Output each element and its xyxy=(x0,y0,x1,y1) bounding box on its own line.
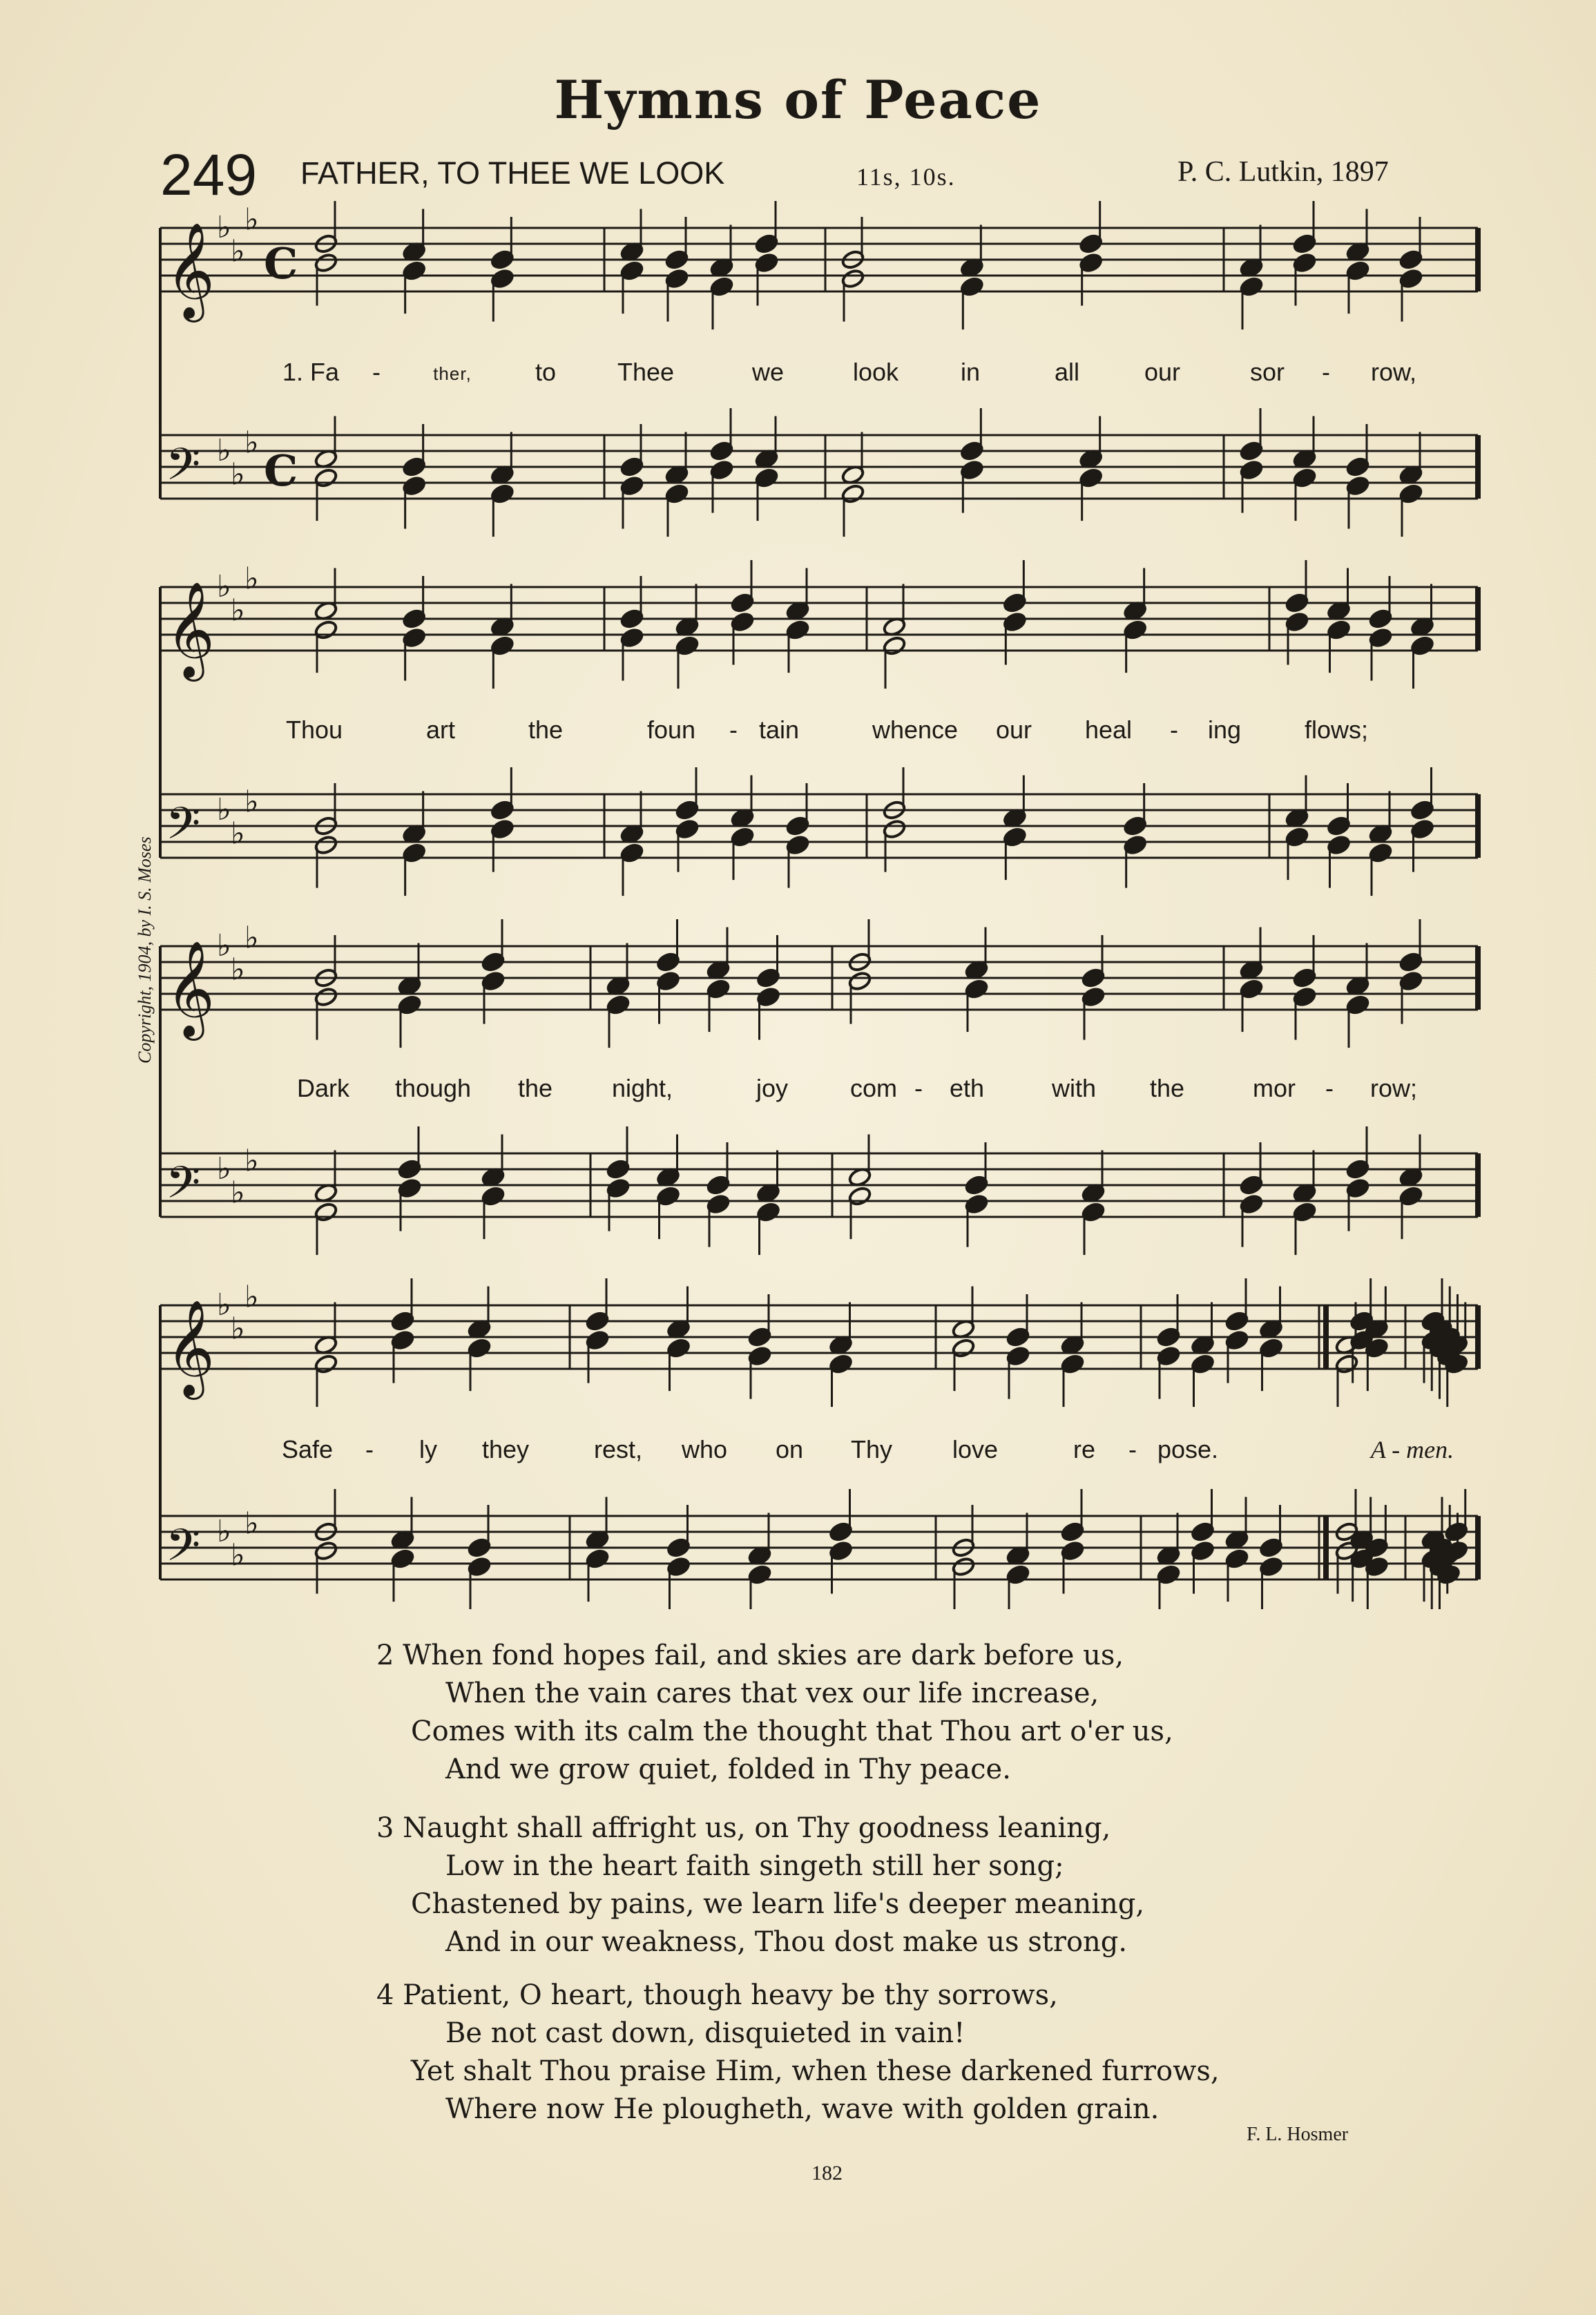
treble-clef: 𝄞 xyxy=(166,582,215,678)
lyric-syllable: in xyxy=(960,358,981,386)
lyric-syllable: the xyxy=(528,715,564,744)
lyric-syllable: heal xyxy=(1084,715,1133,744)
lyric-syllable: the xyxy=(1149,1074,1185,1102)
flat-sign: ♭ xyxy=(231,952,245,988)
flat-sign: ♭ xyxy=(244,920,259,956)
flat-sign: ♭ xyxy=(244,561,259,597)
lyric-syllable: on xyxy=(775,1435,804,1463)
lyric-syllable: Thee xyxy=(617,358,675,386)
verse-line: Yet shalt Thou praise Him, when these darkened furrows, xyxy=(411,2055,1220,2087)
flat-sign: ♭ xyxy=(231,233,245,269)
verse-4 xyxy=(376,1977,1220,2129)
lyric-syllable: - xyxy=(1170,715,1178,744)
lyric-syllable: re xyxy=(1073,1435,1096,1463)
lyric-syllable: to xyxy=(535,358,557,386)
bass-clef: 𝄢 xyxy=(166,1158,201,1220)
lyric-syllable: - xyxy=(1322,358,1330,386)
lyric-syllable: Dark xyxy=(296,1074,350,1102)
lyric-syllable: our xyxy=(1144,358,1181,386)
common-time-sign: C xyxy=(264,238,298,289)
lyric-syllable: look xyxy=(852,358,899,386)
lyric-syllable: with xyxy=(1051,1074,1097,1102)
lyric-syllable: foun xyxy=(646,715,696,744)
flat-sign: ♭ xyxy=(244,202,259,238)
lyric-syllable: joy xyxy=(756,1074,789,1102)
bass-clef: 𝄢 xyxy=(166,1520,201,1582)
lyric-syllable: - xyxy=(1325,1074,1334,1102)
verse-line: Comes with its calm the thought that Thou art o'er us, xyxy=(411,1716,1173,1747)
verse-line: Chastened by pains, we learn life's deeper meaning, xyxy=(411,1888,1145,1920)
lyric-syllable: row, xyxy=(1370,358,1417,386)
lyric-syllable: who xyxy=(681,1435,728,1463)
lyric-syllable: rest, xyxy=(593,1435,643,1463)
bass-clef: 𝄢 xyxy=(166,439,201,501)
lyric-syllable: love xyxy=(952,1435,999,1463)
amen-lyric: A - men. xyxy=(1370,1436,1454,1463)
flat-sign: ♭ xyxy=(217,569,231,604)
lyric-syllable: flows; xyxy=(1304,715,1369,744)
verse-line: Where now He plougheth, wave with golden grain. xyxy=(445,2093,1160,2125)
flat-sign: ♭ xyxy=(217,210,231,245)
verse-line: And in our weakness, Thou dost make us strong. xyxy=(445,1926,1128,1958)
running-head: Hymns of Peace xyxy=(554,69,1042,131)
lyric-syllable: - xyxy=(1128,1435,1137,1463)
flat-sign: ♭ xyxy=(244,784,259,820)
verse-line: 4 Patient, O heart, though heavy be thy sorrows, xyxy=(376,1979,1058,2011)
lyric-syllable: we xyxy=(751,358,785,386)
verse-line: Low in the heart faith singeth still her song; xyxy=(445,1850,1064,1882)
flat-sign: ♭ xyxy=(217,1514,231,1549)
verse-line: When the vain cares that vex our life increase, xyxy=(445,1678,1099,1709)
flat-sign: ♭ xyxy=(244,425,259,461)
lyric-syllable: - xyxy=(729,715,738,744)
flat-sign: ♭ xyxy=(217,1287,231,1323)
lyric-syllable: - xyxy=(372,358,381,386)
lyric-syllable: Safe xyxy=(281,1435,334,1463)
lyric-syllable: sor xyxy=(1249,358,1285,386)
verse-line: 3 Naught shall affright us, on Thy goodness leaning, xyxy=(376,1812,1111,1844)
lyric-syllable: com xyxy=(849,1074,898,1102)
flat-sign: ♭ xyxy=(244,1279,259,1315)
lyric-syllable: the xyxy=(517,1074,553,1102)
flat-sign: ♭ xyxy=(217,1151,231,1187)
page-number: 182 xyxy=(811,2162,843,2184)
lyric-syllable: ly xyxy=(419,1435,437,1463)
treble-clef: 𝄞 xyxy=(166,222,215,318)
verse-line: Be not cast down, disquieted in vain! xyxy=(445,2017,965,2049)
copyright-text: Copyright, 1904, by I. S. Moses xyxy=(135,836,155,1064)
lyric-syllable: tain xyxy=(758,715,800,744)
flat-sign: ♭ xyxy=(231,457,245,492)
lyric-syllable: Thou xyxy=(285,715,343,744)
lyric-syllable: they xyxy=(481,1435,530,1463)
flat-sign: ♭ xyxy=(231,1311,245,1347)
hymn-meter: 11s, 10s. xyxy=(856,163,956,191)
lyric-syllable: ing xyxy=(1207,715,1242,744)
hymn-title: FATHER, TO THEE WE LOOK xyxy=(300,155,725,191)
composer-credit: P. C. Lutkin, 1897 xyxy=(1177,156,1389,188)
lyric-syllable: row; xyxy=(1369,1074,1418,1102)
flat-sign: ♭ xyxy=(231,816,245,852)
lyric-syllable: eth xyxy=(949,1074,985,1102)
flat-sign: ♭ xyxy=(244,1143,259,1179)
flat-sign: ♭ xyxy=(217,433,231,468)
lyric-syllable: all xyxy=(1054,358,1080,386)
verse-2 xyxy=(376,1637,1173,1789)
treble-clef: 𝄞 xyxy=(166,1300,215,1396)
lyric-syllable: art xyxy=(425,715,456,744)
lyric-syllable: night, xyxy=(611,1074,673,1102)
lyric-syllable: pose. xyxy=(1157,1435,1219,1463)
lyric-syllable: ther, xyxy=(433,363,472,384)
lyric-syllable: our xyxy=(995,715,1032,744)
flat-sign: ♭ xyxy=(231,1537,245,1573)
verse-line: And we grow quiet, folded in Thy peace. xyxy=(445,1754,1011,1785)
bass-clef: 𝄢 xyxy=(166,798,201,861)
text-author: F. L. Hosmer xyxy=(1247,2124,1349,2145)
flat-sign: ♭ xyxy=(231,593,245,628)
lyric-syllable: - xyxy=(914,1074,923,1102)
lyric-syllable: - xyxy=(365,1435,374,1463)
flat-sign: ♭ xyxy=(217,792,231,827)
verse-3 xyxy=(376,1809,1144,1961)
lyric-syllable: though xyxy=(394,1074,472,1102)
lyric-syllable: Thy xyxy=(850,1435,893,1463)
flat-sign: ♭ xyxy=(231,1175,245,1211)
hymn-number: 249 xyxy=(160,142,258,207)
verse-line: 2 When fond hopes fail, and skies are dark before us, xyxy=(376,1640,1124,1671)
treble-clef: 𝄞 xyxy=(166,941,215,1037)
lyric-syllable: 1. Fa xyxy=(282,358,340,386)
lyric-syllable: whence xyxy=(872,715,959,744)
flat-sign: ♭ xyxy=(244,1506,259,1541)
lyric-syllable: mor xyxy=(1253,1074,1296,1102)
common-time-sign: C xyxy=(264,445,298,496)
flat-sign: ♭ xyxy=(217,928,231,963)
